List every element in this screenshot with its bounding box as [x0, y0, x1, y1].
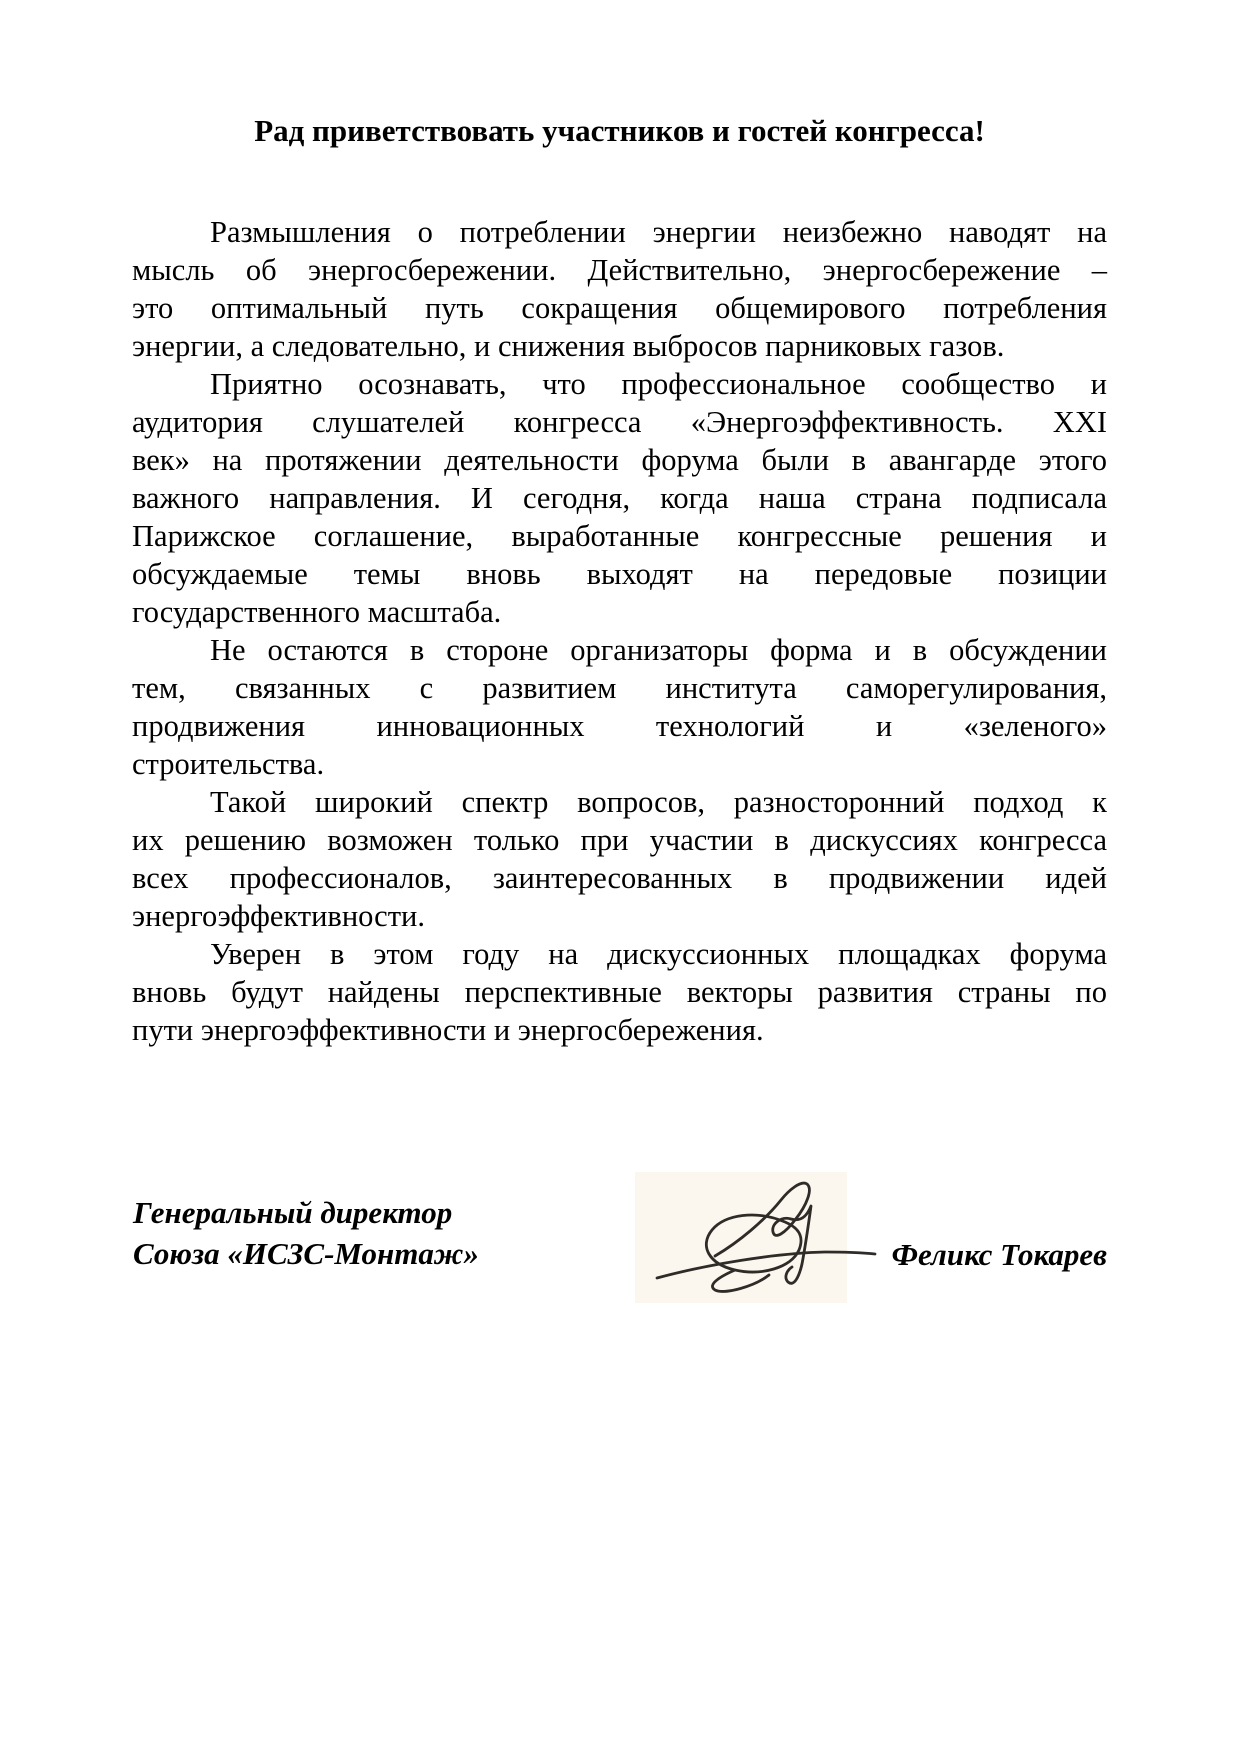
body-line: строительства. — [132, 747, 325, 781]
body-line: аудитория слушателей конгресса «Энергоэффективность. XXI — [132, 405, 1107, 439]
body-line: Парижское соглашение, выработанные конгрессные решения и — [132, 519, 1107, 553]
signatory-role-line2: Союза «ИСЗС-Монтаж» — [133, 1236, 479, 1271]
body-line: Размышления о потреблении энергии неизбежно наводят на — [210, 215, 1107, 249]
signatory-name: Феликс Токарев — [891, 1237, 1107, 1272]
body-line: государственного масштаба. — [132, 595, 502, 629]
letter-body — [132, 213, 1107, 1049]
body-line: Не остаются в стороне организаторы форма и в обсуждении — [210, 633, 1107, 667]
body-line: век» на протяжении деятельности форума были в авангарде этого — [132, 443, 1107, 477]
body-line: важного направления. И сегодня, когда наша страна подписала — [132, 481, 1107, 515]
body-line: всех профессионалов, заинтересованных в продвижении идей — [132, 861, 1107, 895]
handwritten-signature-image — [635, 1172, 895, 1304]
body-line: это оптимальный путь сокращения общемирового потребления — [132, 291, 1107, 325]
signatory-role — [133, 1192, 479, 1274]
body-line: обсуждаемые темы вновь выходят на передовые позиции — [132, 557, 1107, 591]
body-line: мысль об энергосбережении. Действительно, энергосбережение – — [132, 253, 1107, 287]
body-line: тем, связанных с развитием института саморегулирования, — [132, 671, 1107, 705]
body-line: пути энергоэффективности и энергосбережения. — [132, 1013, 764, 1047]
body-line: Уверен в этом году на дискуссионных площадках форума — [210, 937, 1107, 971]
body-line: вновь будут найдены перспективные векторы развития страны по — [132, 975, 1107, 1009]
body-line: Такой широкий спектр вопросов, разносторонний подход к — [210, 785, 1107, 819]
body-line: Приятно осознавать, что профессиональное сообщество и — [210, 367, 1107, 401]
body-line: энергоэффективности. — [132, 899, 425, 933]
body-line: энергии, а следовательно, и снижения выбросов парниковых газов. — [132, 329, 1005, 363]
body-line: их решению возможен только при участии в дискуссиях конгресса — [132, 823, 1107, 857]
body-line: продвижения инновационных технологий и «зеленого» — [132, 709, 1107, 743]
signatory-role-line1: Генеральный директор — [133, 1195, 453, 1230]
letter-title: Рад приветствовать участников и гостей конгресса! — [254, 113, 985, 148]
